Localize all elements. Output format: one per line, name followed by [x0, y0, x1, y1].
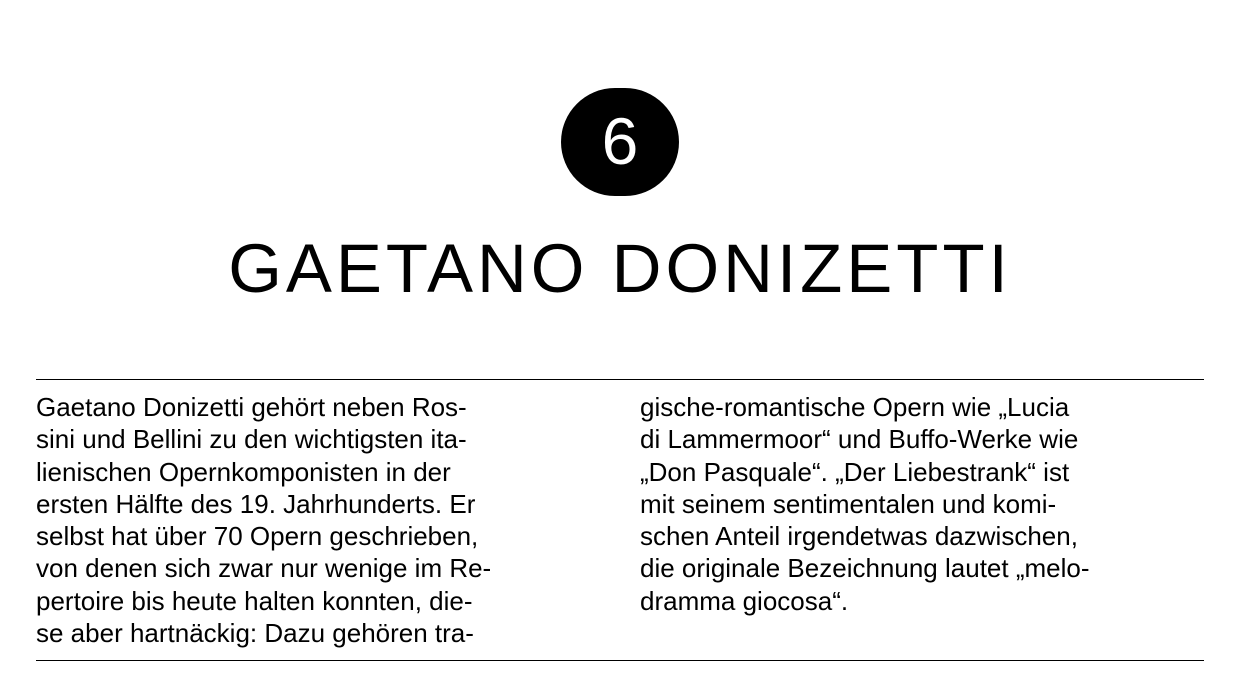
body-line: „Don Pasquale“. „Der Liebestrank“ ist: [640, 456, 1070, 487]
body-line: di Lammermoor“ und Buffo-Werke wie: [640, 424, 1079, 455]
body-line: die originale Bezeichnung lautet „melo-: [640, 553, 1090, 584]
body-line: selbst hat über 70 Opern geschrieben,: [36, 521, 479, 552]
top-divider: [36, 379, 1204, 380]
body-line: lienischen Opernkomponisten in der: [36, 456, 451, 487]
body-line: schen Anteil irgendetwas dazwischen,: [640, 521, 1078, 552]
body-line: mit seinem sentimentalen und komi-: [640, 488, 1057, 519]
body-line: dramma giocosa“.: [640, 585, 849, 616]
body-column-right: [640, 391, 1090, 617]
body-line: Gaetano Donizetti gehört neben Ros-: [36, 392, 467, 422]
bottom-divider: [36, 660, 1204, 661]
chapter-number-badge: [561, 88, 679, 196]
body-line: ersten Hälfte des 19. Jahrhunderts. Er: [36, 488, 476, 519]
body-line: von denen sich zwar nur wenige im Re-: [36, 553, 492, 584]
page-title: GAETANO DONIZETTI: [228, 230, 1012, 307]
body-line: sini und Bellini zu den wichtigsten ita-: [36, 424, 467, 455]
body-line: se aber hartnäckig: Dazu gehören tra-: [36, 618, 474, 649]
body-column-left: [36, 391, 491, 649]
chapter-number: 6: [601, 104, 639, 178]
body-line: pertoire bis heute halten konnten, die-: [36, 585, 473, 616]
body-line: gische-romantische Opern wie „Lucia: [640, 392, 1070, 422]
